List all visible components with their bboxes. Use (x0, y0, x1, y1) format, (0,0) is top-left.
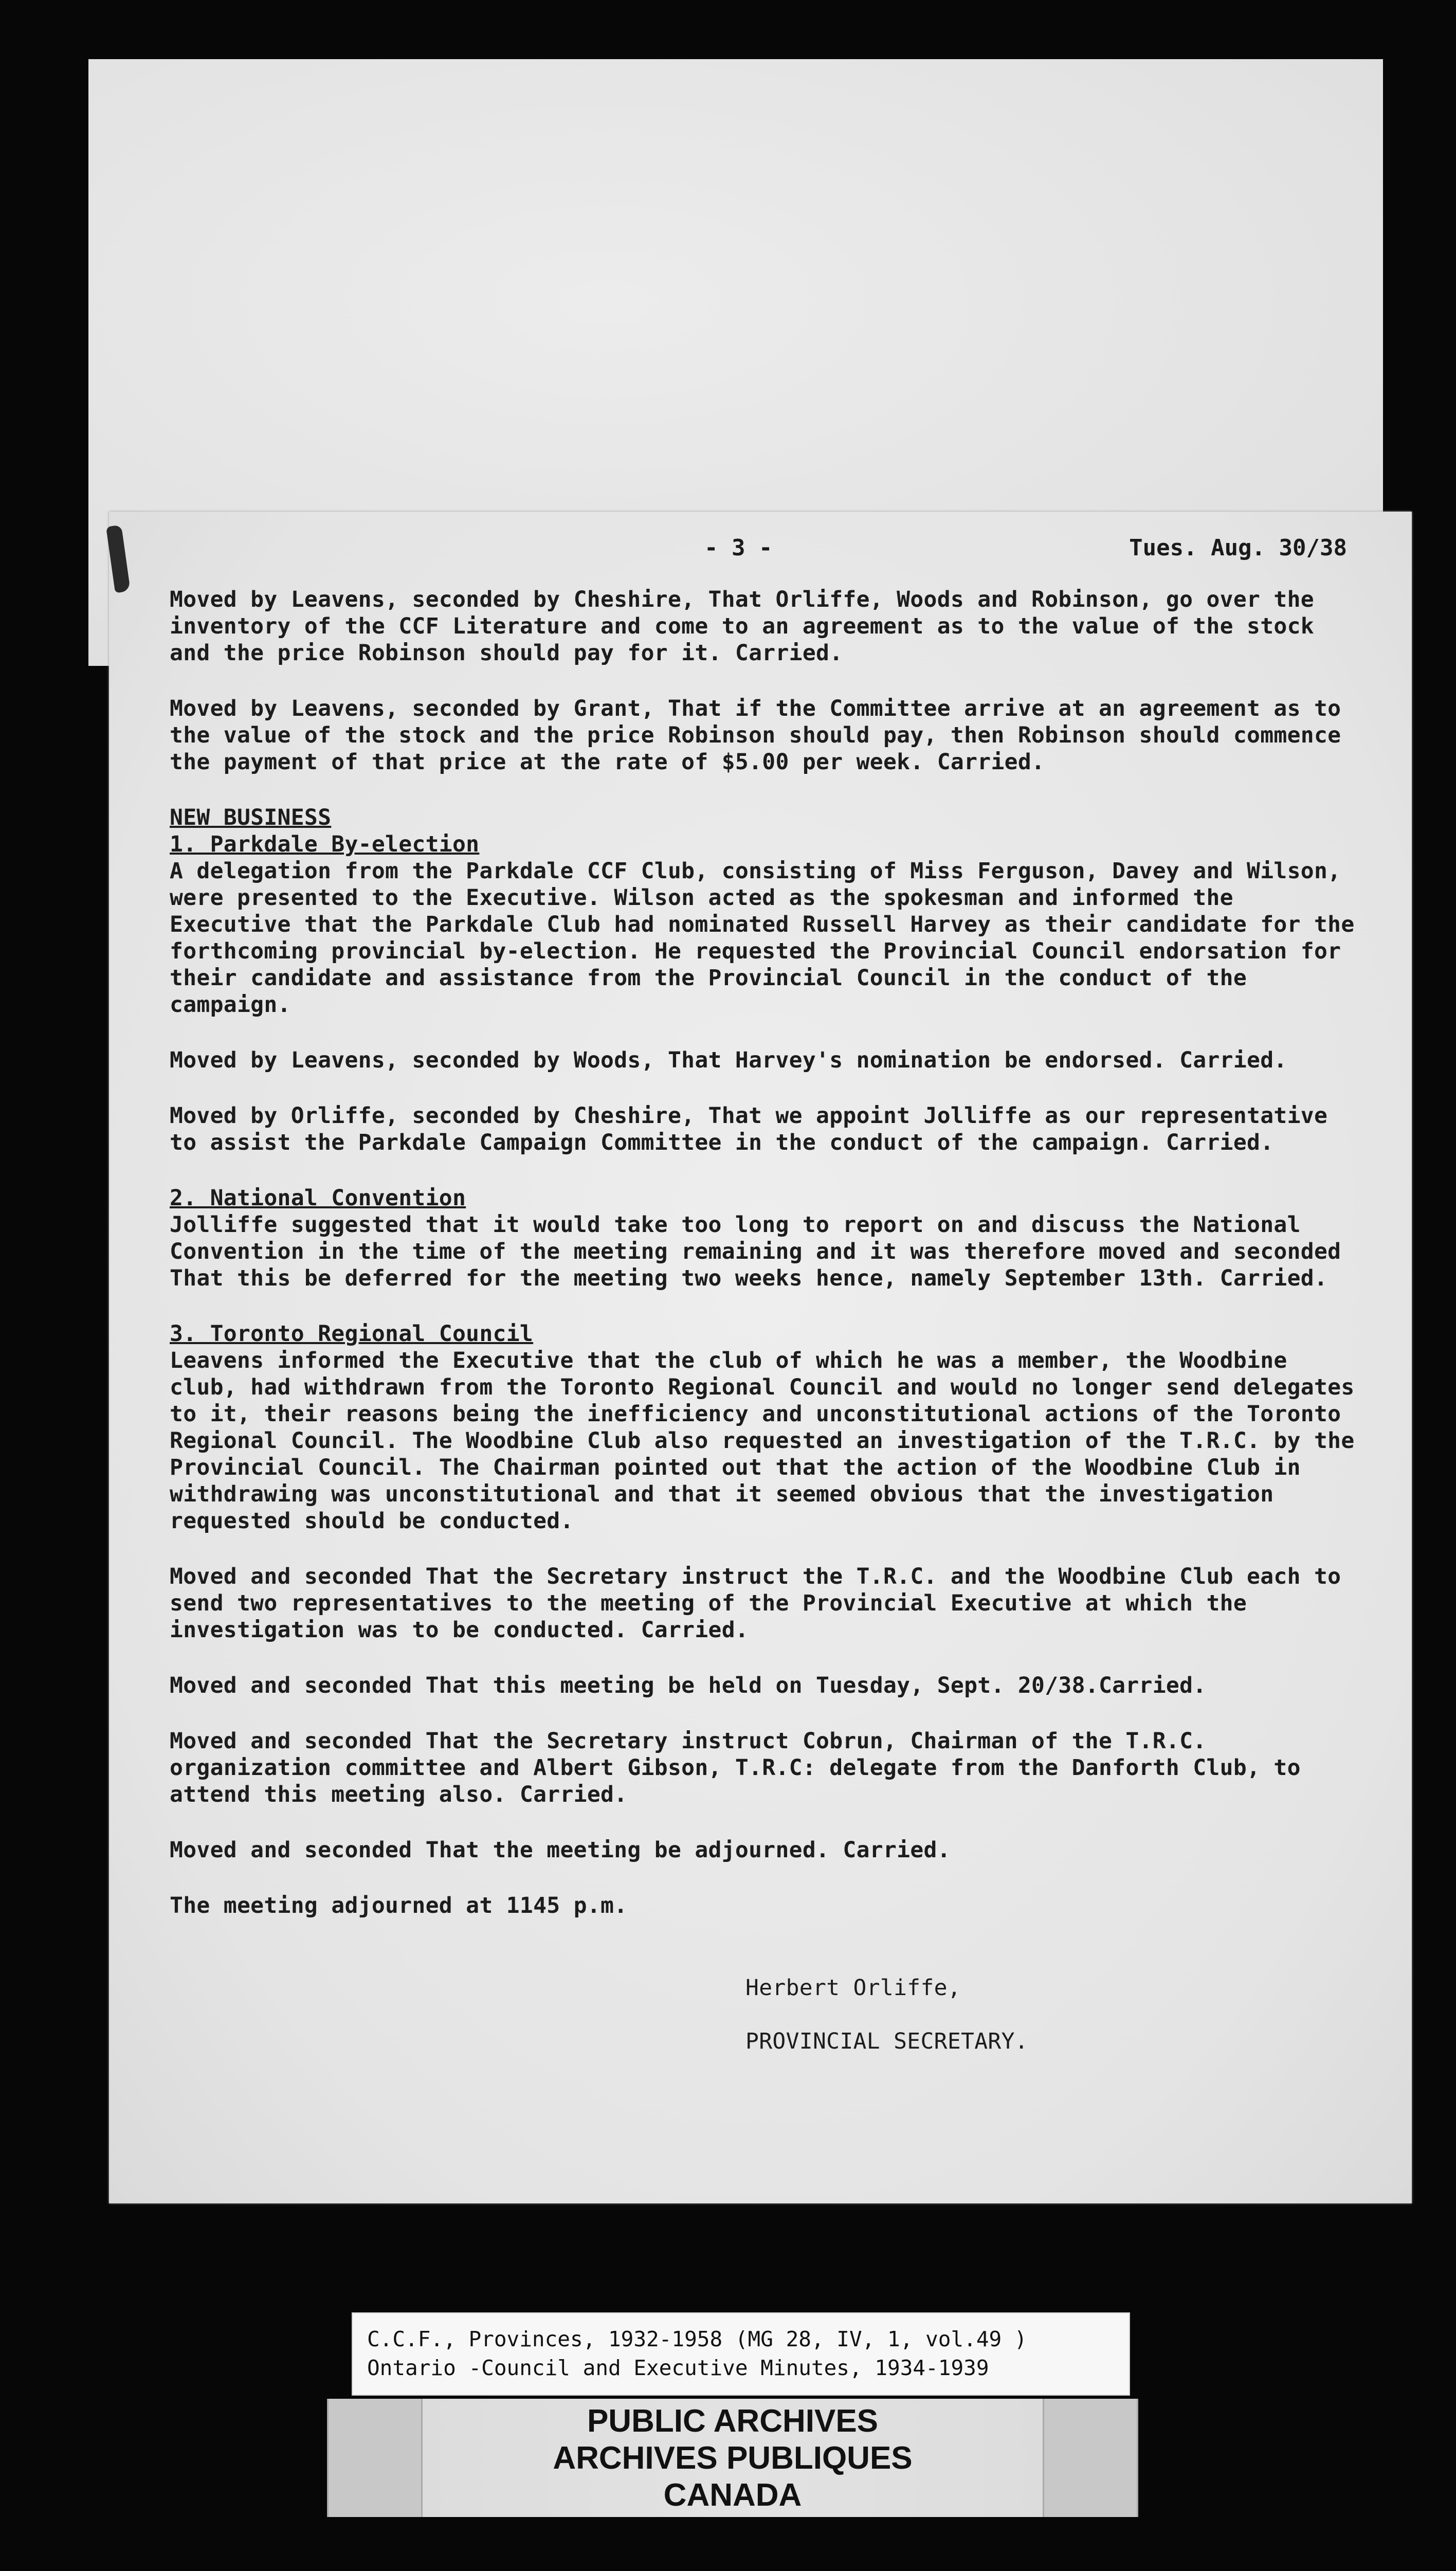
stamp-line: PUBLIC ARCHIVES (587, 2403, 879, 2439)
signature-block (745, 1948, 1368, 2081)
stamp-line: CANADA (663, 2477, 802, 2513)
item-paragraph: Leavens informed the Executive that the club of which he was a member, the Woodbine club, had withdrawn from the Toronto Regional Council and would no longer send delegates to it, their reasons being the inefficiency and unconstitutional actions of the Toronto Regional Council. The Woodbine Club also requested an investigation of the T.R.C. by the Provincial Council. The Chairman pointed out that the action of the Woodbine Club in withdrawing was unconstitutional and that it seemed obvious that the investigation requested should be conducted. (170, 1348, 1355, 1534)
page-number: - 3 - (704, 535, 773, 561)
item-paragraph: Jolliffe suggested that it would take too long to report on and discuss the National Convention in the time of the meeting remaining and it was therefore moved and seconded That this be deferred for the meeting two weeks hence, namely September 13th. Carried. (170, 1212, 1341, 1291)
motion-paragraph: Moved and seconded That this meeting be held on Tuesday, Sept. 20/38.Carried. (170, 1673, 1207, 1698)
motion-paragraph: Moved by Leavens, seconded by Woods, That Harvey's nomination be endorsed. Carried. (170, 1047, 1287, 1073)
page-header (704, 535, 1347, 571)
item-title: 1. Parkdale By-election (170, 831, 480, 857)
motion-paragraph: Moved and seconded That the Secretary instruct Cobrun, Chairman of the T.R.C. organization committee and Albert Gibson, T.R.C: delegate from the Danforth Club, to attend this meeting also. Carried. (170, 1728, 1301, 1807)
adjournment-note: The meeting adjourned at 1145 p.m. (170, 1893, 628, 1918)
signatory-name: Herbert Orliffe, (745, 1975, 961, 2001)
signatory-title: PROVINCIAL SECRETARY. (745, 2029, 1028, 2054)
item-title: 2. National Convention (170, 1185, 466, 1211)
meeting-date: Tues. Aug. 30/38 (1129, 535, 1347, 561)
minutes-body (170, 586, 1368, 2081)
motion-paragraph: Moved and seconded That the meeting be adjourned. Carried. (170, 1837, 951, 1863)
archives-stamp (327, 2399, 1138, 2517)
item-paragraph: A delegation from the Parkdale CCF Club, consisting of Miss Ferguson, Davey and Wilson, were presented to the Executive. Wilson acted as the spokesman and informed the Executive that the Parkdale Club had nominated Russell Harvey as their candidate for the forthcoming provincial by-election. He requested the Provincial Council endorsation for their candidate and assistance from the Provincial Council in the conduct of the campaign. (170, 858, 1355, 1018)
motion-paragraph: Moved by Leavens, seconded by Cheshire, That Orliffe, Woods and Robinson, go over the inventory of the CCF Literature and come to an agreement as to the value of the stock and the price Robinson should pay for it. Carried. (170, 587, 1314, 666)
motion-paragraph: Moved and seconded That the Secretary instruct the T.R.C. and the Woodbine Club each to send two representatives to the meeting of the Provincial Executive at which the investigation was to be conducted. Carried. (170, 1564, 1341, 1643)
stamp-line: ARCHIVES PUBLIQUES (553, 2440, 913, 2476)
motion-paragraph: Moved by Leavens, seconded by Grant, That if the Committee arrive at an agreement as to the value of the stock and the price Robinson should pay, then Robinson should commence the payment of that price at the rate of $5.00 per week. Carried. (170, 696, 1341, 775)
item-title: 3. Toronto Regional Council (170, 1321, 534, 1347)
new-business-heading: NEW BUSINESS (170, 805, 332, 830)
archive-caption (352, 2312, 1130, 2396)
caption-line: C.C.F., Provinces, 1932-1958 (MG 28, IV, 1, vol.49 ) (367, 2327, 1027, 2351)
caption-line: Ontario -Council and Executive Minutes, 1934-1939 (367, 2356, 989, 2380)
motion-paragraph: Moved by Orliffe, seconded by Cheshire, That we appoint Jolliffe as our representative to assist the Parkdale Campaign Committee in the conduct of the campaign. Carried. (170, 1103, 1328, 1155)
